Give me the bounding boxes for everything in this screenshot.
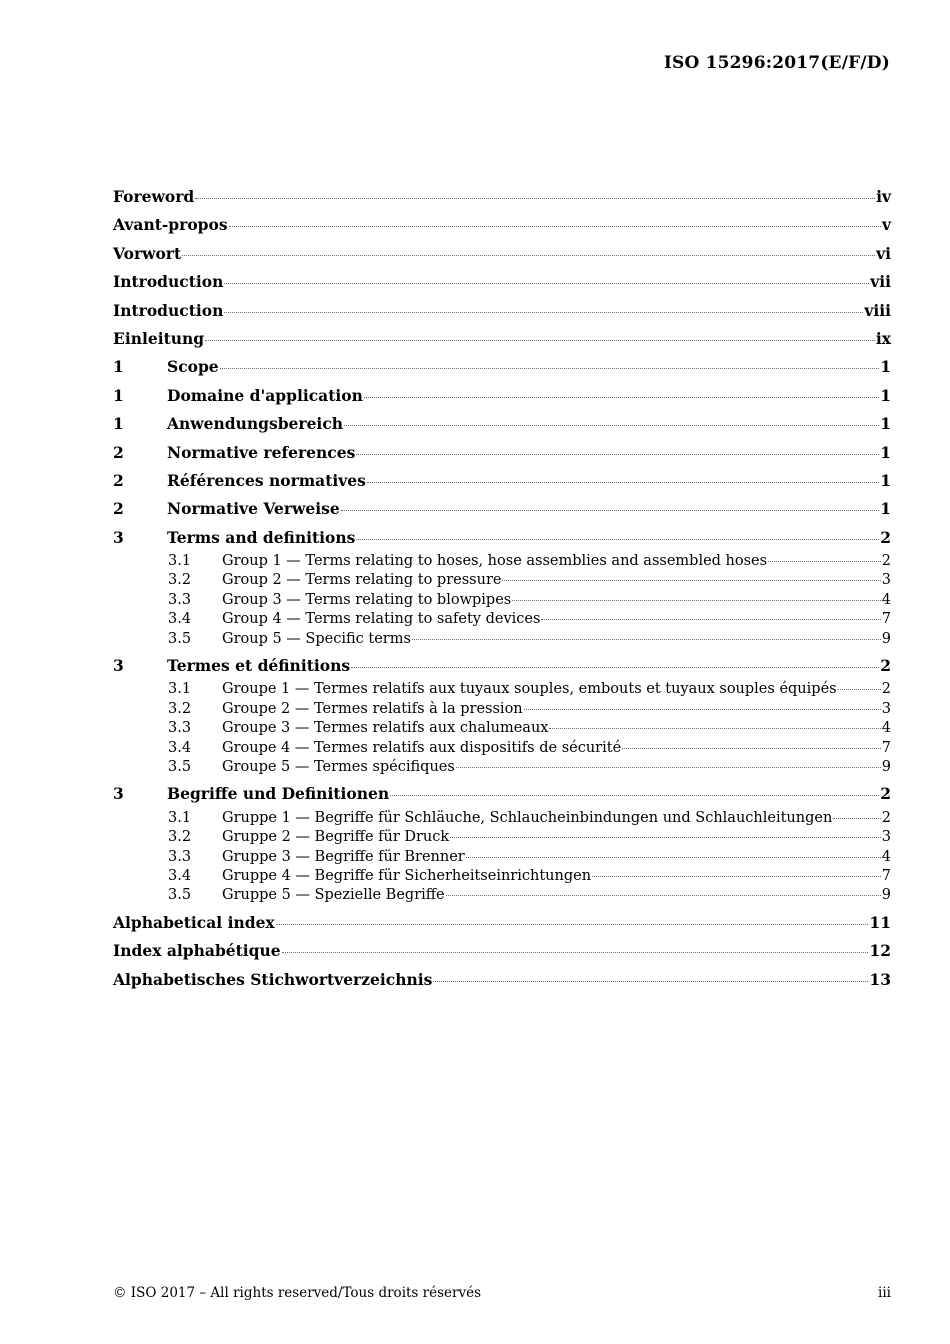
toc-entry-number: 1 [113, 385, 124, 405]
toc-entry[interactable] [113, 937, 891, 965]
toc-entry-page: 13 [869, 969, 891, 989]
toc-entry-title: Group 3 — Terms relating to blowpipes [222, 591, 512, 608]
toc-entry-page: 1 [880, 357, 891, 377]
toc-entry-title: Gruppe 5 — Spezielle Begriffe [222, 887, 445, 904]
toc-entry-title: Group 2 — Terms relating to pressure [222, 572, 502, 589]
toc-subentry[interactable] [113, 828, 891, 847]
toc-entry-number: 1 [113, 357, 124, 377]
toc-entry-number: 3.2 [168, 572, 192, 589]
toc-entry-page: 2 [880, 784, 891, 804]
toc-dot-leader [549, 728, 880, 729]
toc-entry-number: 3.1 [168, 553, 192, 570]
toc-entry-title: Anwendungsbereich [167, 414, 344, 434]
toc-entry-title: Einleitung [113, 328, 205, 348]
toc-entry-page: 2 [881, 809, 891, 826]
toc-entry-title: Termes et définitions [167, 656, 351, 676]
toc-dot-leader [502, 580, 880, 581]
toc-dot-leader [390, 795, 879, 796]
toc-dot-leader [205, 340, 875, 341]
toc-dot-leader [592, 876, 881, 877]
toc-entry-title: Index alphabétique [113, 941, 281, 961]
toc-dot-leader [182, 255, 875, 256]
toc-dot-leader [838, 689, 881, 690]
toc-dot-leader [341, 510, 879, 511]
toc-entry-number: 3.2 [168, 829, 192, 846]
toc-entry-page: ix [875, 328, 891, 348]
toc-dot-leader [229, 226, 881, 227]
toc-entry[interactable] [113, 495, 891, 523]
toc-entry-number: 3.4 [168, 739, 192, 756]
toc-entry-page: 4 [881, 591, 891, 608]
toc-dot-leader [224, 312, 863, 313]
toc-dot-leader [433, 981, 868, 982]
toc-dot-leader [356, 539, 879, 540]
toc-entry-page: 12 [869, 941, 891, 961]
toc-entry-number: 3.3 [168, 848, 192, 865]
toc-entry[interactable] [113, 524, 891, 552]
toc-entry[interactable] [113, 325, 891, 353]
toc-dot-leader [456, 767, 881, 768]
toc-entry-number: 3.3 [168, 720, 192, 737]
toc-subentry[interactable] [113, 700, 891, 719]
toc-entry-title: Groupe 3 — Termes relatifs aux chalumeaux [222, 720, 549, 737]
toc-dot-leader [282, 952, 869, 953]
toc-entry-title: Alphabetisches Stichwortverzeichnis [113, 969, 433, 989]
toc-dot-leader [446, 895, 881, 896]
toc-subentry[interactable] [113, 758, 891, 777]
toc-entry-title: Domaine d'application [167, 385, 363, 405]
toc-dot-leader [622, 748, 881, 749]
toc-entry-page: 1 [880, 499, 891, 519]
toc-entry-title: Normative Verweise [167, 499, 340, 519]
toc-entry-title: Group 4 — Terms relating to safety devices [222, 611, 541, 628]
toc-entry-title: Foreword [113, 187, 195, 206]
toc-dot-leader [276, 924, 869, 925]
toc-dot-leader [344, 425, 879, 426]
toc-entry-number: 3.5 [168, 758, 192, 775]
toc-dot-leader [768, 561, 881, 562]
toc-entry-title: Normative references [167, 442, 356, 462]
toc-entry[interactable] [113, 268, 891, 296]
toc-subentry[interactable] [113, 719, 891, 738]
toc-entry[interactable] [113, 183, 891, 211]
toc-dot-leader [367, 482, 879, 483]
toc-entry[interactable] [113, 467, 891, 495]
toc-entry-page: 3 [881, 829, 891, 846]
toc-entry-page: 4 [881, 720, 891, 737]
page-footer [113, 1285, 891, 1301]
toc-entry-title: Groupe 1 — Termes relatifs aux tuyaux souples, embouts et tuyaux souples équipés [222, 681, 837, 698]
toc-dot-leader [412, 639, 881, 640]
toc-entry-page: 11 [869, 912, 891, 932]
toc-entry-page: iv [876, 187, 891, 206]
toc-entry-number: 1 [113, 414, 124, 434]
toc-subentry[interactable] [113, 680, 891, 699]
toc-subentry[interactable] [113, 610, 891, 629]
toc-entry-page: 7 [881, 739, 891, 756]
toc-entry-number: 2 [113, 499, 124, 519]
toc-entry-page: 2 [880, 527, 891, 547]
toc-entry-page: v [881, 215, 891, 235]
toc-entry[interactable] [113, 439, 891, 467]
toc-dot-leader [833, 818, 880, 819]
toc-entry-page: 1 [880, 385, 891, 405]
toc-entry[interactable] [113, 382, 891, 410]
toc-entry[interactable] [113, 297, 891, 325]
toc-entry-page: 2 [881, 681, 891, 698]
copyright-notice: © ISO 2017 – All rights reserved/Tous droits réservés [113, 1285, 482, 1301]
toc-entry-title: Introduction [113, 272, 224, 292]
toc-entry-page: vii [870, 272, 891, 292]
toc-entry-page: 1 [880, 414, 891, 434]
toc-entry-page: 9 [881, 887, 891, 904]
toc-entry-page: 2 [881, 553, 891, 570]
toc-dot-leader [466, 857, 881, 858]
toc-entry-number: 3 [113, 656, 124, 676]
toc-entry-page: viii [864, 300, 891, 320]
toc-subentry[interactable] [113, 886, 891, 905]
toc-dot-leader [364, 397, 879, 398]
toc-entry-title: Gruppe 1 — Begriffe für Schläuche, Schlaucheinbindungen und Schlauchleitungen [222, 809, 833, 826]
toc-subentry[interactable] [113, 867, 891, 886]
toc-entry-title: Groupe 2 — Termes relatifs à la pression [222, 700, 523, 717]
toc-entry-page: 9 [881, 630, 891, 647]
table-of-contents [113, 183, 891, 994]
page-number: iii [878, 1285, 891, 1301]
toc-entry-number: 3 [113, 527, 124, 547]
toc-entry-title: Vorwort [113, 243, 182, 263]
toc-entry[interactable] [113, 211, 891, 239]
toc-entry-title: Gruppe 4 — Begriffe für Sicherheitseinrichtungen [222, 867, 592, 884]
toc-dot-leader [351, 667, 879, 668]
toc-entry-title: Gruppe 3 — Begriffe für Brenner [222, 848, 465, 865]
toc-entry-number: 3.5 [168, 887, 192, 904]
toc-entry-page: 3 [881, 700, 891, 717]
toc-entry-page: 2 [880, 656, 891, 676]
toc-entry-title: Alphabetical index [113, 912, 275, 932]
toc-entry-title: Begriffe und Definitionen [167, 784, 390, 804]
toc-entry-page: 7 [881, 867, 891, 884]
toc-dot-leader [541, 619, 880, 620]
toc-entry-title: Scope [167, 357, 219, 377]
toc-entry-number: 3.4 [168, 867, 192, 884]
document-id-header: ISO 15296:2017(E/F/D) [663, 53, 890, 73]
toc-entry[interactable] [113, 652, 891, 680]
toc-entry-number: 3.3 [168, 591, 192, 608]
toc-entry-number: 2 [113, 442, 124, 462]
toc-dot-leader [450, 837, 881, 838]
toc-entry-number: 3.1 [168, 809, 192, 826]
toc-entry-page: 3 [881, 572, 891, 589]
toc-entry-title: Groupe 5 — Termes spécifiques [222, 758, 455, 775]
toc-dot-leader [356, 454, 879, 455]
toc-dot-leader [195, 198, 875, 199]
toc-entry-page: 7 [881, 611, 891, 628]
toc-subentry[interactable] [113, 591, 891, 610]
toc-entry-number: 3.2 [168, 700, 192, 717]
toc-subentry[interactable] [113, 809, 891, 828]
toc-subentry[interactable] [113, 552, 891, 571]
toc-entry-title: Références normatives [167, 470, 366, 490]
toc-entry[interactable] [113, 353, 891, 381]
toc-dot-leader [220, 368, 880, 369]
toc-entry-number: 3.4 [168, 611, 192, 628]
toc-entry-title: Group 1 — Terms relating to hoses, hose assemblies and assembled hoses [222, 553, 768, 570]
toc-subentry[interactable] [113, 571, 891, 590]
toc-dot-leader [512, 600, 881, 601]
toc-entry-page: 1 [880, 470, 891, 490]
toc-entry[interactable] [113, 410, 891, 438]
toc-subentry[interactable] [113, 739, 891, 758]
toc-entry-title: Groupe 4 — Termes relatifs aux dispositifs de sécurité [222, 739, 622, 756]
toc-entry[interactable] [113, 780, 891, 808]
toc-subentry[interactable] [113, 848, 891, 867]
toc-entry-number: 3 [113, 784, 124, 804]
toc-entry-title: Introduction [113, 300, 224, 320]
toc-entry-number: 2 [113, 470, 124, 490]
toc-entry-page: 4 [881, 848, 891, 865]
toc-entry-title: Group 5 — Specific terms [222, 630, 411, 647]
toc-dot-leader [524, 709, 881, 710]
toc-entry[interactable] [113, 240, 891, 268]
toc-entry-page: vi [876, 243, 891, 263]
toc-subentry[interactable] [113, 630, 891, 649]
toc-entry-title: Terms and definitions [167, 527, 356, 547]
toc-entry[interactable] [113, 909, 891, 937]
toc-entry[interactable] [113, 966, 891, 994]
toc-dot-leader [224, 283, 869, 284]
toc-entry-page: 9 [881, 758, 891, 775]
toc-entry-page: 1 [880, 442, 891, 462]
toc-entry-number: 3.5 [168, 630, 192, 647]
toc-entry-title: Gruppe 2 — Begriffe für Druck [222, 829, 450, 846]
toc-entry-title: Avant-propos [113, 215, 228, 235]
toc-entry-number: 3.1 [168, 681, 192, 698]
